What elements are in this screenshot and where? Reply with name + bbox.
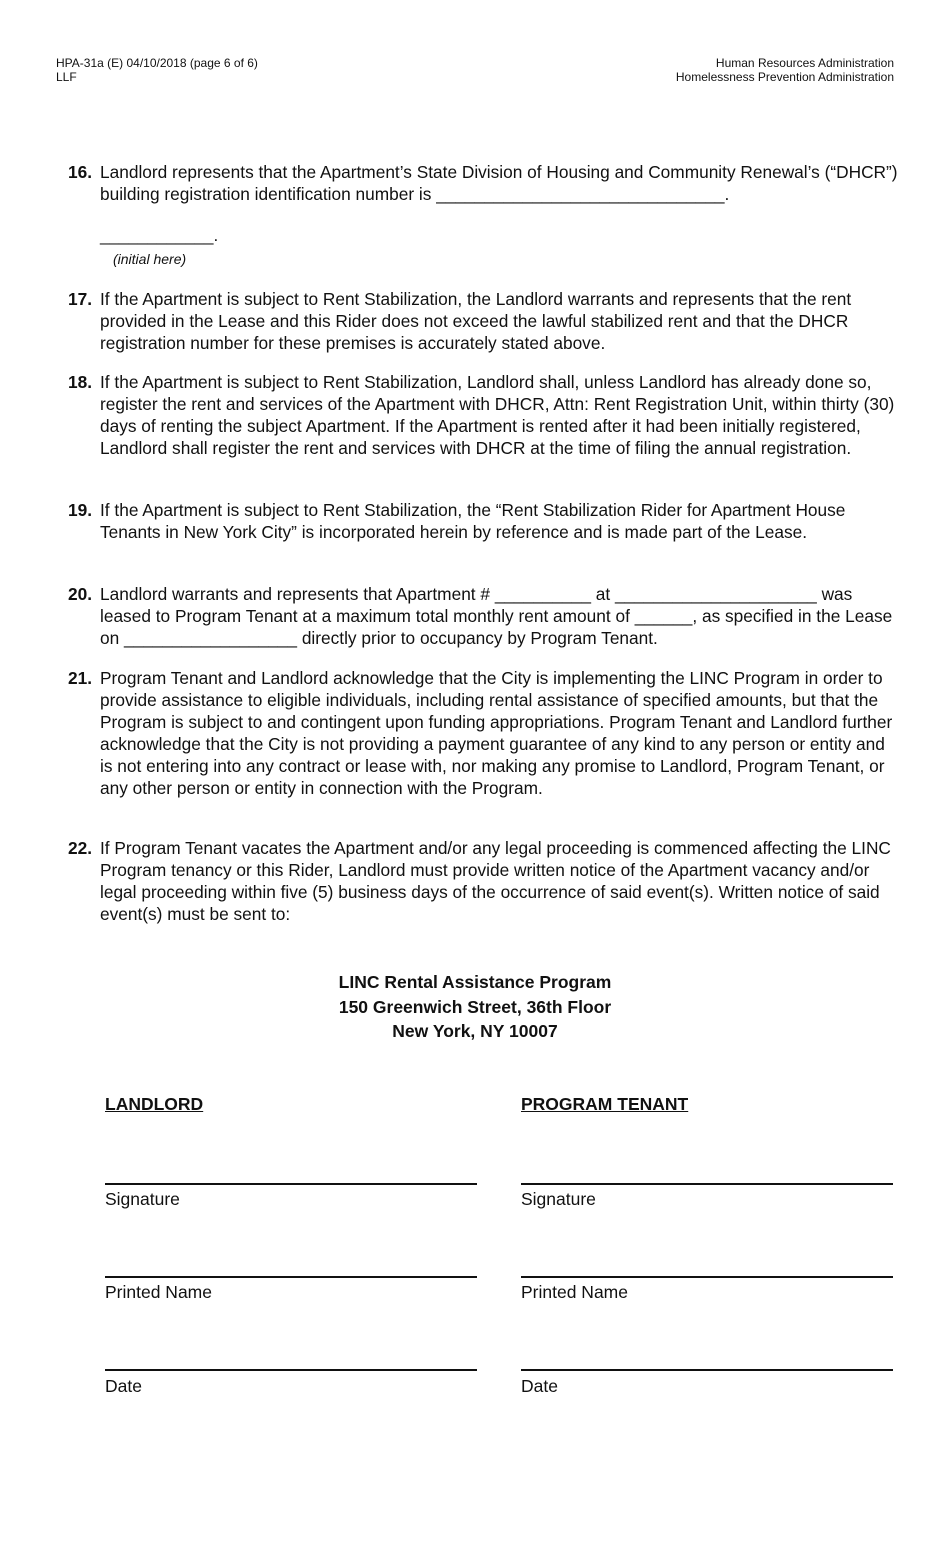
initial-label: (initial here) [113, 251, 187, 267]
address-line-3: New York, NY 10007 [392, 1021, 558, 1041]
initial-field[interactable]: ____________. [100, 226, 219, 245]
tenant-date-line[interactable] [521, 1369, 893, 1371]
clause-22 [68, 837, 898, 925]
tenant-date-label: Date [521, 1376, 558, 1396]
tenant-printed-name-label: Printed Name [521, 1282, 628, 1302]
clause-number: 19. [68, 500, 93, 520]
tenant-signature-line[interactable] [521, 1183, 893, 1185]
address-line-1: LINC Rental Assistance Program [338, 972, 612, 992]
clause-20 [68, 583, 898, 649]
tenant-signature-label: Signature [521, 1189, 596, 1209]
clause-number: 17. [68, 289, 93, 309]
landlord-signature-label: Signature [105, 1189, 180, 1209]
agency-name: Human Resources Administration [715, 56, 894, 70]
form-code: LLF [56, 70, 77, 84]
clause-number: 18. [68, 372, 93, 392]
address-line-2: 150 Greenwich Street, 36th Floor [338, 996, 612, 1017]
tenant-heading: PROGRAM TENANT [521, 1094, 689, 1114]
landlord-signature-line[interactable] [105, 1183, 477, 1185]
clause-number: 20. [68, 584, 93, 604]
clause-16 [68, 161, 898, 205]
clause-text: If Program Tenant vacates the Apartment and/or any legal proceeding is commenced affecting the LINC Program tenancy or this Rider, Landlord must provide written notice of the Apartment vacancy and/or legal proceeding within five (5) business days of the occurrence of said event(s). Written notice of said event(s) must be sent to: [100, 838, 891, 924]
mailing-address [0, 970, 950, 1044]
clause-text: If the Apartment is subject to Rent Stabilization, the “Rent Stabilization Rider for Apartment House Tenants in New York City” is incorporated herein by reference and is made part of the Lease. [100, 500, 846, 542]
division-name: Homelessness Prevention Administration [675, 70, 894, 84]
clause-18 [68, 371, 898, 459]
landlord-date-label: Date [105, 1376, 142, 1396]
form-header-left [56, 56, 258, 84]
clause-21 [68, 667, 898, 799]
form-header-right [676, 56, 894, 84]
clause-number: 22. [68, 838, 93, 858]
landlord-heading: LANDLORD [105, 1094, 204, 1114]
clause-text: If the Apartment is subject to Rent Stabilization, Landlord shall, unless Landlord has already done so, register the rent and services of the Apartment with DHCR, Attn: Rent Registration Unit, within thirty (30) days of renting the subject Apartment. If the Apartment is rented after it had been initially registered, Landlord shall register the rent and services with DHCR at the time of filing the annual registration. [100, 372, 895, 458]
clause-17 [68, 288, 898, 354]
landlord-printed-name-label: Printed Name [105, 1282, 212, 1302]
landlord-date-line[interactable] [105, 1369, 477, 1371]
clause-text: Landlord warrants and represents that Apartment # __________ at _____________________ was leased to Program Tenant at a maximum total monthly rent amount of ______, as specified in the Lease on __________________ directly prior to occupancy by Program Tenant. [100, 584, 893, 648]
clause-text: Program Tenant and Landlord acknowledge that the City is implementing the LINC Program in order to provide assistance to eligible individuals, including rental assistance of specified amounts, but that the Program is subject to and contingent upon funding appropriations. Program Tenant and Landlord further acknowledge that the City is not providing a payment guarantee of any kind to any person or entity and is not entering into any contract or lease with, nor making any promise to Landlord, Program Tenant, or any other person or entity in connection with the Program. [100, 668, 893, 798]
clause-number: 21. [68, 668, 93, 688]
clause-text: Landlord represents that the Apartment’s State Division of Housing and Community Renewal’s (“DHCR”) building registration identification number is ______________________________. [100, 162, 898, 204]
clause-text: If the Apartment is subject to Rent Stabilization, the Landlord warrants and represents that the rent provided in the Lease and this Rider does not exceed the lawful stabilized rent and that the DHCR registration number for these premises is accurately stated above. [100, 289, 852, 353]
clause-number: 16. [68, 162, 93, 182]
clause-19 [68, 499, 898, 543]
tenant-printed-name-line[interactable] [521, 1276, 893, 1278]
landlord-printed-name-line[interactable] [105, 1276, 477, 1278]
form-id: HPA-31a (E) 04/10/2018 (page 6 of 6) [56, 56, 258, 70]
